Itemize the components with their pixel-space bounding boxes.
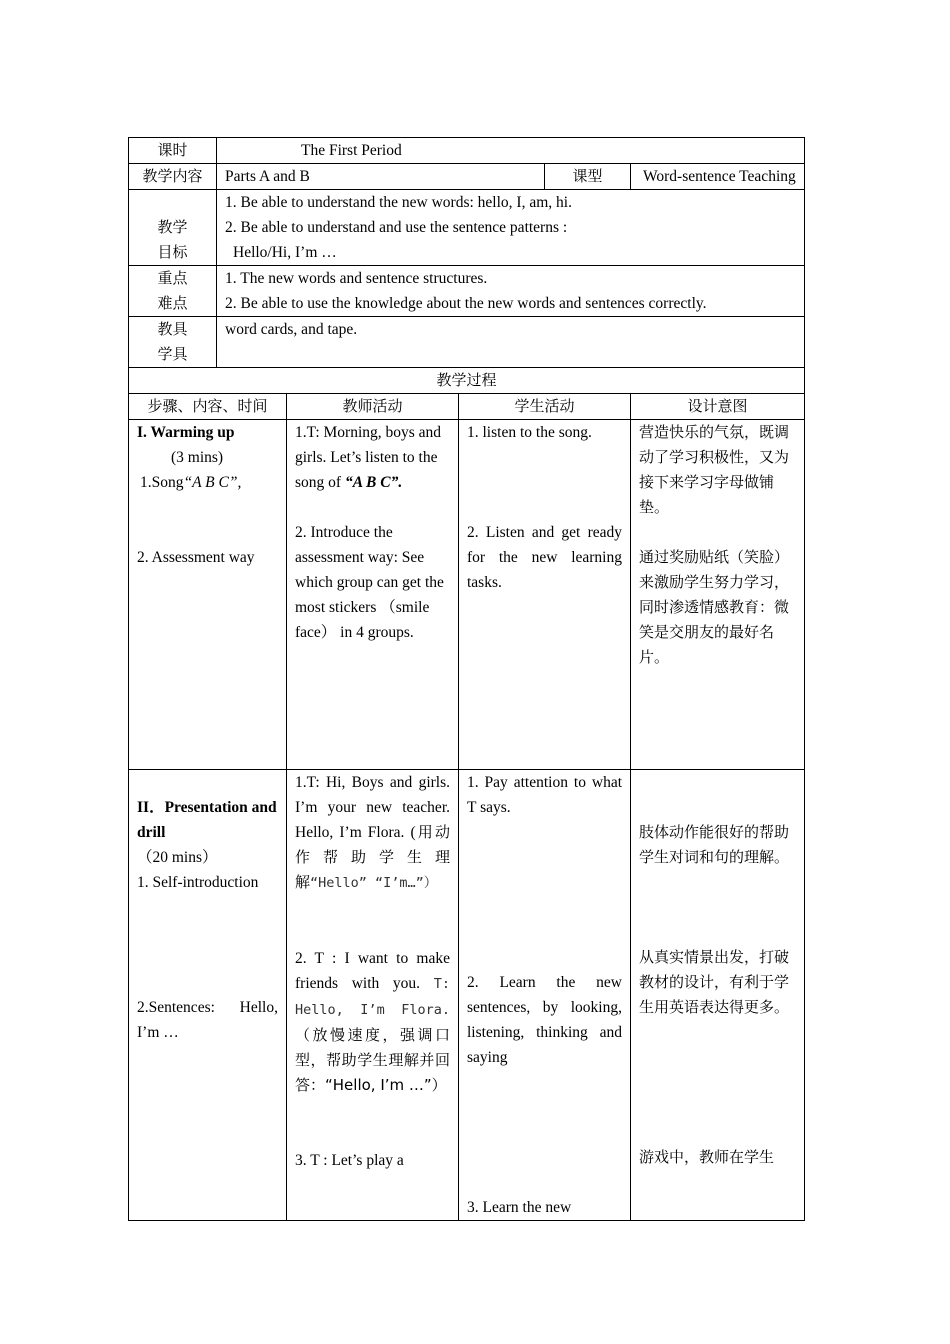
student-activity: 2. Learn the new sentences, by looking, listening, thinking and saying [467, 974, 622, 1066]
goals-content [217, 190, 805, 266]
student-activity: 3. Learn the new [467, 1199, 572, 1216]
teacher-activity: 1.T: Hi, Boys and girls. I’m your new teacher. Hello, I’m Flora. (用动作帮助学生理解“Hello” “I’m…”） [295, 774, 450, 891]
key-points-label [129, 266, 217, 317]
step-cell [129, 770, 287, 1221]
step-song: 1.Song“A B C”, [140, 474, 242, 491]
lesson-plan-table [128, 137, 805, 1221]
step-cell [129, 420, 287, 770]
intent-cell [631, 770, 805, 1221]
column-header: 学生活动 [459, 394, 631, 420]
period-value: The First Period [217, 138, 805, 164]
presentation-row [129, 770, 805, 1221]
goal-line: Hello/Hi, I’m … [233, 244, 337, 261]
step-title: II．Presentation and drill [137, 799, 277, 841]
period-row [129, 138, 805, 164]
teacher-cell [287, 770, 459, 1221]
student-cell [459, 770, 631, 1221]
column-header: 步骤、内容、时间 [129, 394, 287, 420]
content-value: Parts A and B [217, 164, 545, 190]
student-activity: 1. Pay attention to what T says. [467, 774, 622, 816]
goals-label-line: 教学 [157, 218, 188, 236]
column-header: 教师活动 [287, 394, 459, 420]
type-label: 课型 [545, 164, 631, 190]
aids-label-line: 学具 [157, 345, 188, 363]
step-item: 2.Sentences: Hello, I’m … [137, 999, 278, 1041]
key-points-label-line: 难点 [157, 294, 188, 312]
step-time: （20 mins） [137, 849, 218, 866]
goal-line: 2. Be able to understand and use the sentence patterns : [225, 219, 568, 236]
design-intent: 营造快乐的气氛，既调动了学习积极性，又为接下来学习字母做铺垫。 [639, 423, 790, 516]
student-activity: 2. Listen and get ready for the new learning tasks. [467, 524, 622, 591]
key-points-row [129, 266, 805, 317]
design-intent: 肢体动作能很好的帮助学生对词和句的理解。 [639, 823, 790, 866]
step-time: (3 mins) [171, 449, 224, 466]
content-row [129, 164, 805, 190]
type-value: Word-sentence Teaching [631, 164, 805, 190]
teacher-cell [287, 420, 459, 770]
column-header: 设计意图 [631, 394, 805, 420]
teacher-activity: 2. T : I want to make friends with you. T: Hello, I’m Flora.（放慢速度，强调口型，帮助学生理解并回答：“Hello, I’m …”） [295, 950, 450, 1094]
goals-label [129, 190, 217, 266]
content-label: 教学内容 [129, 164, 217, 190]
process-header-row [129, 394, 805, 420]
aids-row [129, 317, 805, 368]
step-item: 1. Self-introduction [137, 874, 259, 891]
goal-line: 1. Be able to understand the new words: hello, I, am, hi. [225, 194, 572, 211]
step-title: I. Warming up [137, 424, 235, 441]
design-intent: 通过奖励贴纸（笑脸）来激励学生努力学习，同时渗透情感教育：微笑是交朋友的最好名片。 [639, 548, 790, 666]
design-intent: 从真实情景出发，打破教材的设计，有利于学生用英语表达得更多。 [639, 948, 790, 1016]
aids-label-line: 教具 [157, 320, 188, 338]
process-title: 教学过程 [129, 368, 805, 394]
process-title-row [129, 368, 805, 394]
teacher-activity: 2. Introduce the assessment way: See which group can get the most stickers （smile face） in 4 groups. [295, 524, 444, 641]
student-cell [459, 420, 631, 770]
step-assessment: 2. Assessment way [137, 549, 255, 566]
key-points-label-line: 重点 [157, 269, 188, 287]
aids-content: word cards, and tape. [217, 317, 805, 368]
period-label: 课时 [129, 138, 217, 164]
teacher-activity: 3. T : Let’s play a [295, 1152, 404, 1169]
student-activity: 1. listen to the song. [467, 424, 592, 441]
key-point-line: 1. The new words and sentence structures. [225, 270, 488, 287]
key-points-content [217, 266, 805, 317]
intent-cell [631, 420, 805, 770]
design-intent: 游戏中，教师在学生 [639, 1148, 775, 1166]
teacher-activity: 1.T: Morning, boys and girls. Let’s listen to the song of “A B C”. [295, 424, 442, 491]
warming-up-row [129, 420, 805, 770]
goals-label-line: 目标 [157, 243, 188, 261]
goals-row [129, 190, 805, 266]
aids-label [129, 317, 217, 368]
key-point-line: 2. Be able to use the knowledge about the new words and sentences correctly. [225, 295, 707, 312]
